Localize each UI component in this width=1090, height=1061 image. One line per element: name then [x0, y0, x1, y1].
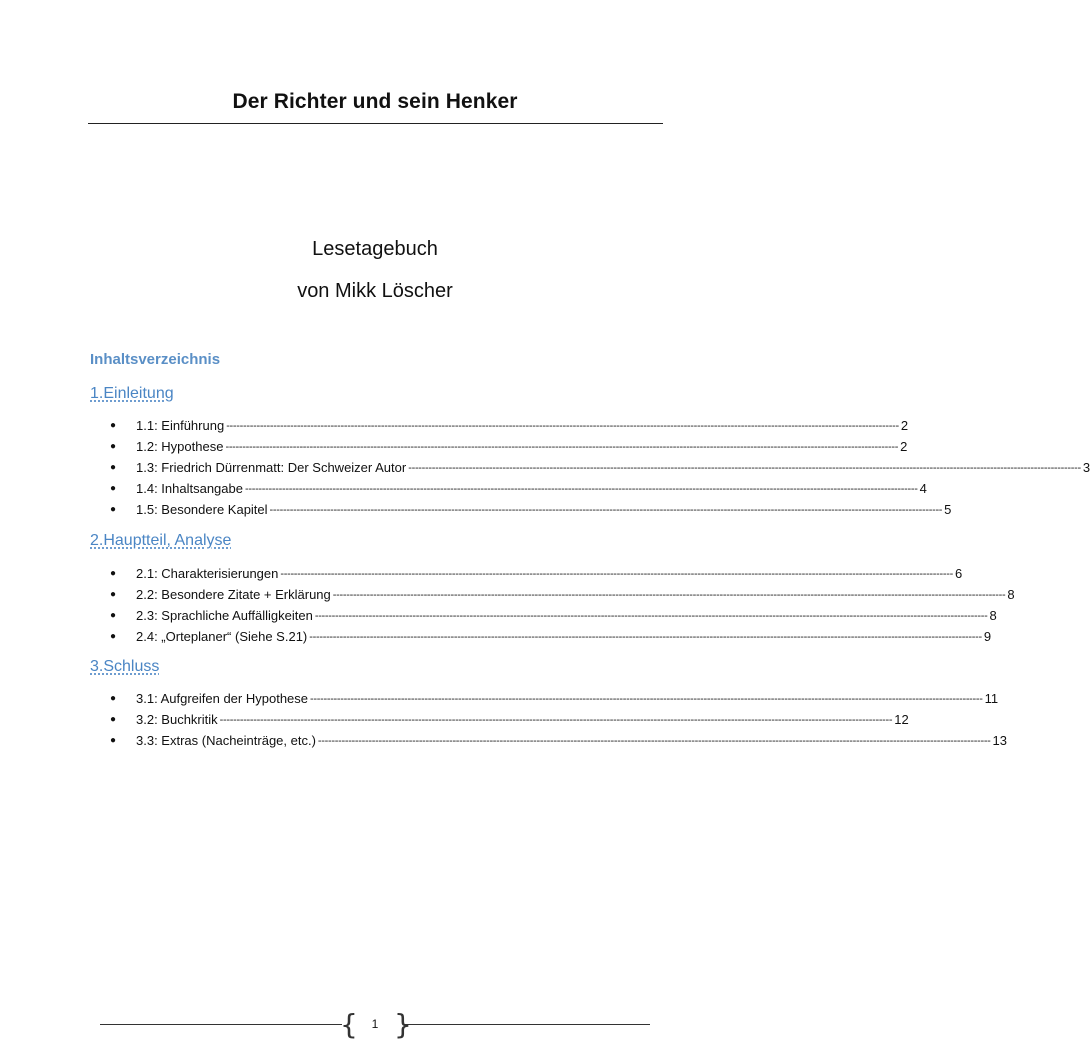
- toc-entry-text: 1.3: Friedrich Dürrenmatt: Der Schweizer Autor: [136, 460, 407, 475]
- bullet-icon: ●: [110, 420, 117, 431]
- right-brace-icon: }: [394, 1008, 412, 1041]
- dot-leader: --------------------------------------------------------------------------------------------------------------------------------------------------------------------------------------------------------: [226, 420, 899, 432]
- toc-heading: Inhaltsverzeichnis: [90, 351, 221, 368]
- toc-section-title[interactable]: 3.Schluss: [90, 658, 160, 675]
- toc-entry-page: 13: [992, 733, 1008, 748]
- dot-leader: --------------------------------------------------------------------------------------------------------------------------------------------------------------------------------------------------------: [280, 568, 953, 580]
- toc-entry-text: 1.4: Inhaltsangabe: [136, 481, 243, 496]
- dot-leader: --------------------------------------------------------------------------------------------------------------------------------------------------------------------------------------------------------: [408, 462, 1081, 474]
- toc-entry-page: 3: [1082, 460, 1090, 475]
- toc-entry[interactable]: [110, 500, 952, 520]
- toc-entry[interactable]: [110, 585, 1015, 605]
- bullet-icon: ●: [110, 714, 117, 725]
- toc-entry[interactable]: [110, 458, 1090, 478]
- toc-entry-text: 1.2: Hypothese: [136, 439, 224, 454]
- dot-leader: --------------------------------------------------------------------------------------------------------------------------------------------------------------------------------------------------------: [269, 504, 943, 516]
- title-rule: [88, 123, 663, 124]
- toc-entry-text: 3.3: Extras (Nacheinträge, etc.): [136, 733, 316, 748]
- dot-leader: --------------------------------------------------------------------------------------------------------------------------------------------------------------------------------------------------------: [314, 610, 988, 622]
- toc-entry-text: 3.1: Aufgreifen der Hypothese: [136, 691, 309, 706]
- bullet-icon: ●: [110, 589, 117, 600]
- bullet-icon: ●: [110, 462, 117, 473]
- dot-leader: --------------------------------------------------------------------------------------------------------------------------------------------------------------------------------------------------------: [244, 483, 918, 495]
- bullet-icon: ●: [110, 568, 117, 579]
- toc-entry-page: 2: [900, 418, 909, 433]
- toc-entry-page: 6: [954, 566, 963, 581]
- toc-section-title[interactable]: 2.Hauptteil, Analyse: [90, 532, 232, 549]
- bullet-icon: ●: [110, 631, 117, 642]
- toc-entry-page: 4: [919, 481, 927, 496]
- left-brace-icon: {: [340, 1008, 358, 1041]
- toc-entry-page: 5: [944, 502, 952, 517]
- toc-entry[interactable]: [110, 564, 963, 584]
- toc-entry-text: 3.2: Buchkritik: [136, 712, 218, 727]
- dot-leader: --------------------------------------------------------------------------------------------------------------------------------------------------------------------------------------------------------: [309, 631, 982, 643]
- bullet-icon: ●: [110, 504, 117, 515]
- page-number: 1: [371, 1017, 379, 1031]
- dot-leader: --------------------------------------------------------------------------------------------------------------------------------------------------------------------------------------------------------: [219, 714, 893, 726]
- toc-entry-page: 12: [894, 712, 909, 727]
- toc-entry[interactable]: [110, 606, 997, 626]
- dot-leader: --------------------------------------------------------------------------------------------------------------------------------------------------------------------------------------------------------: [317, 735, 991, 747]
- toc-entry-page: 9: [983, 629, 992, 644]
- toc-entry-text: 1.1: Einführung: [136, 418, 225, 433]
- toc-entry[interactable]: [110, 710, 909, 730]
- document-title: Der Richter und sein Henker: [232, 90, 518, 113]
- subtitle-line-1: Lesetagebuch: [312, 238, 438, 260]
- toc-entry-text: 1.5: Besondere Kapitel: [136, 502, 268, 517]
- toc-entry-text: 2.1: Charakterisierungen: [136, 566, 279, 581]
- toc-entry-page: 11: [984, 691, 999, 706]
- toc-entry-text: 2.3: Sprachliche Auffälligkeiten: [136, 608, 313, 623]
- dot-leader: --------------------------------------------------------------------------------------------------------------------------------------------------------------------------------------------------------: [310, 693, 983, 705]
- toc-entry[interactable]: [110, 416, 909, 436]
- toc-entry[interactable]: [110, 437, 908, 457]
- bullet-icon: ●: [110, 483, 117, 494]
- bullet-icon: ●: [110, 441, 117, 452]
- toc-entry-page: 8: [1007, 587, 1015, 602]
- bullet-icon: ●: [110, 735, 117, 746]
- toc-entry-text: 2.2: Besondere Zitate + Erklärung: [136, 587, 331, 602]
- bullet-icon: ●: [110, 693, 117, 704]
- bullet-icon: ●: [110, 610, 117, 621]
- toc-entry[interactable]: [110, 731, 1008, 751]
- footer-rule-right: [404, 1024, 650, 1025]
- toc-entry[interactable]: [110, 627, 992, 647]
- subtitle-line-2: von Mikk Löscher: [297, 280, 453, 302]
- toc-entry-page: 2: [900, 439, 908, 454]
- dot-leader: --------------------------------------------------------------------------------------------------------------------------------------------------------------------------------------------------------: [225, 441, 899, 453]
- toc-entry-text: 2.4: „Orteplaner“ (Siehe S.21): [136, 629, 308, 644]
- toc-entry[interactable]: [110, 689, 999, 709]
- toc-entry[interactable]: [110, 479, 927, 499]
- dot-leader: --------------------------------------------------------------------------------------------------------------------------------------------------------------------------------------------------------: [332, 589, 1006, 601]
- toc-entry-page: 8: [989, 608, 997, 623]
- toc-section-title[interactable]: 1.Einleitung: [90, 385, 174, 402]
